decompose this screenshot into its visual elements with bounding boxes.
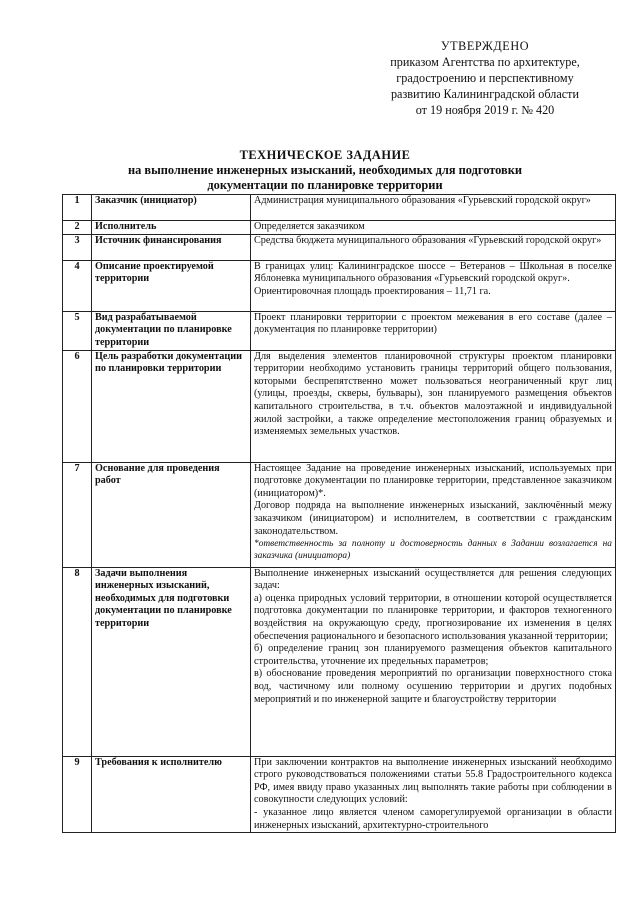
row-label: Требования к исполнителю	[92, 756, 251, 833]
row-value-paragraph: Договор подряда на выполнение инженерных изысканий, заключённый межу заказчиком (инициатором) и исполнителем, в соответствии с гражданским законодательством.	[254, 500, 612, 537]
row-number: 2	[63, 221, 92, 235]
row-number: 8	[63, 567, 92, 756]
row-number: 3	[63, 234, 92, 260]
approval-block	[360, 38, 610, 118]
approval-line: развитию Калининградской области	[390, 87, 580, 101]
row-value-paragraph: в) обоснование проведения мероприятий по организации поверхностного стока вод, частичному или полному осушению территории и других подобных мероприятий и по инженерной защите и благоустройству территории	[254, 668, 612, 705]
row-value	[251, 195, 616, 221]
row-label: Источник финансирования	[92, 234, 251, 260]
table-row	[63, 311, 616, 350]
row-footnote: *ответственность за полноту и достоверность данных в Задании возлагается на заказчика (инициатора)	[254, 539, 612, 562]
row-value	[251, 350, 616, 462]
row-value-paragraph: В границах улиц: Калининградское шоссе – Ветеранов – Школьная в поселке Яблоневка муниципального образования «Гурьевский городской округ».	[254, 260, 612, 285]
row-value-paragraph: Для выделения элементов планировочной структуры проектом планировки территории необходимо установить границы территорий общего пользования, которыми беспрепятственно может пользоваться неограниченный круг лиц (улицы, проезды, скверы, бульвары), зон планируемого размещения объектов капитального строительства, в т.ч. объектов малоэтажной и индивидуальной жилой застройки, а также определение местоположения границ образуемых и изменяемых земельных участков.	[254, 350, 612, 438]
title-main: ТЕХНИЧЕСКОЕ ЗАДАНИЕ	[239, 148, 411, 162]
row-value-paragraph: Проект планировки территории с проектом межевания в его составе (далее – документация по планировке территории)	[254, 311, 612, 336]
row-value-paragraph: Определяется заказчиком	[254, 221, 365, 232]
row-value	[251, 311, 616, 350]
title-sub: на выполнение инженерных изысканий, необходимых для подготовки	[127, 163, 523, 177]
approval-title: УТВЕРЖДЕНО	[440, 39, 530, 53]
row-value-paragraph: - указанное лицо является членом саморегулируемой организации в области инженерных изысканий, архитектурно-строительного	[254, 806, 612, 831]
row-value	[251, 221, 616, 235]
specification-table	[62, 194, 616, 833]
table-row	[63, 756, 616, 833]
title-sub: документации по планировке территории	[207, 178, 443, 192]
row-value	[251, 756, 616, 833]
row-value-paragraph: б) определение границ зон планируемого размещения объектов капитального строительства, уточнение их предельных параметров;	[254, 643, 612, 667]
table-row	[63, 234, 616, 260]
row-number: 9	[63, 756, 92, 833]
row-value-paragraph: При заключении контрактов на выполнение инженерных изысканий необходимо строго руководствоваться положениями статьи 55.8 Градостроительного кодекса РФ, имея ввиду право указанных лиц выполнять такие работы при соблюдении в совокупности следующих условий:	[254, 756, 612, 806]
row-value-paragraph: Выполнение инженерных изысканий осуществляется для решения следующих задач:	[254, 567, 612, 592]
row-label: Задачи выполнения инженерных изысканий, необходимых для подготовки документации по планировке территории	[92, 567, 251, 756]
table-row	[63, 567, 616, 756]
approval-line: градостроению и перспективному	[396, 71, 574, 85]
row-number: 7	[63, 462, 92, 567]
row-value	[251, 462, 616, 567]
table-row	[63, 195, 616, 221]
row-value-paragraph: Администрация муниципального образования «Гурьевский городской округ»	[254, 195, 591, 206]
approval-date: от 19 ноября 2019 г. № 420	[415, 103, 555, 117]
document-title	[60, 148, 590, 193]
row-label: Цель разработки документации по планировки территории	[92, 350, 251, 462]
row-value-paragraph: Средства бюджета муниципального образования «Гурьевский городской округ»	[254, 234, 602, 246]
row-label: Вид разрабатываемой документации по планировке территории	[92, 311, 251, 350]
row-value	[251, 260, 616, 311]
row-value-paragraph: а) оценка природных условий территории, в отношении которой осуществляется подготовка документации по планировке территории, и факторов техногенного воздействия на окружающую среду, прогнозирование их изменения в целях обеспечения рационального и безопасного использования указанной территории;	[254, 592, 612, 642]
row-value-paragraph: Ориентировочная площадь проектирования – 11,71 га.	[254, 285, 491, 297]
row-number: 6	[63, 350, 92, 462]
row-label: Описание проектируемой территории	[92, 260, 251, 311]
table-row	[63, 462, 616, 567]
row-label: Основание для проведения работ	[92, 462, 251, 567]
specification-table-body	[63, 195, 616, 833]
row-value	[251, 234, 616, 260]
row-number: 4	[63, 260, 92, 311]
row-value	[251, 567, 616, 756]
table-row	[63, 350, 616, 462]
table-row	[63, 260, 616, 311]
row-label: Заказчик (инициатор)	[92, 195, 251, 221]
row-label: Исполнитель	[92, 221, 251, 235]
row-value-paragraph: Настоящее Задание на проведение инженерных изысканий, используемых при подготовке документации по планировке территории, представленное заказчиком (инициатором)*.	[254, 462, 612, 499]
table-row	[63, 221, 616, 235]
row-number: 5	[63, 311, 92, 350]
approval-line: приказом Агентства по архитектуре,	[390, 55, 580, 69]
row-number: 1	[63, 195, 92, 221]
